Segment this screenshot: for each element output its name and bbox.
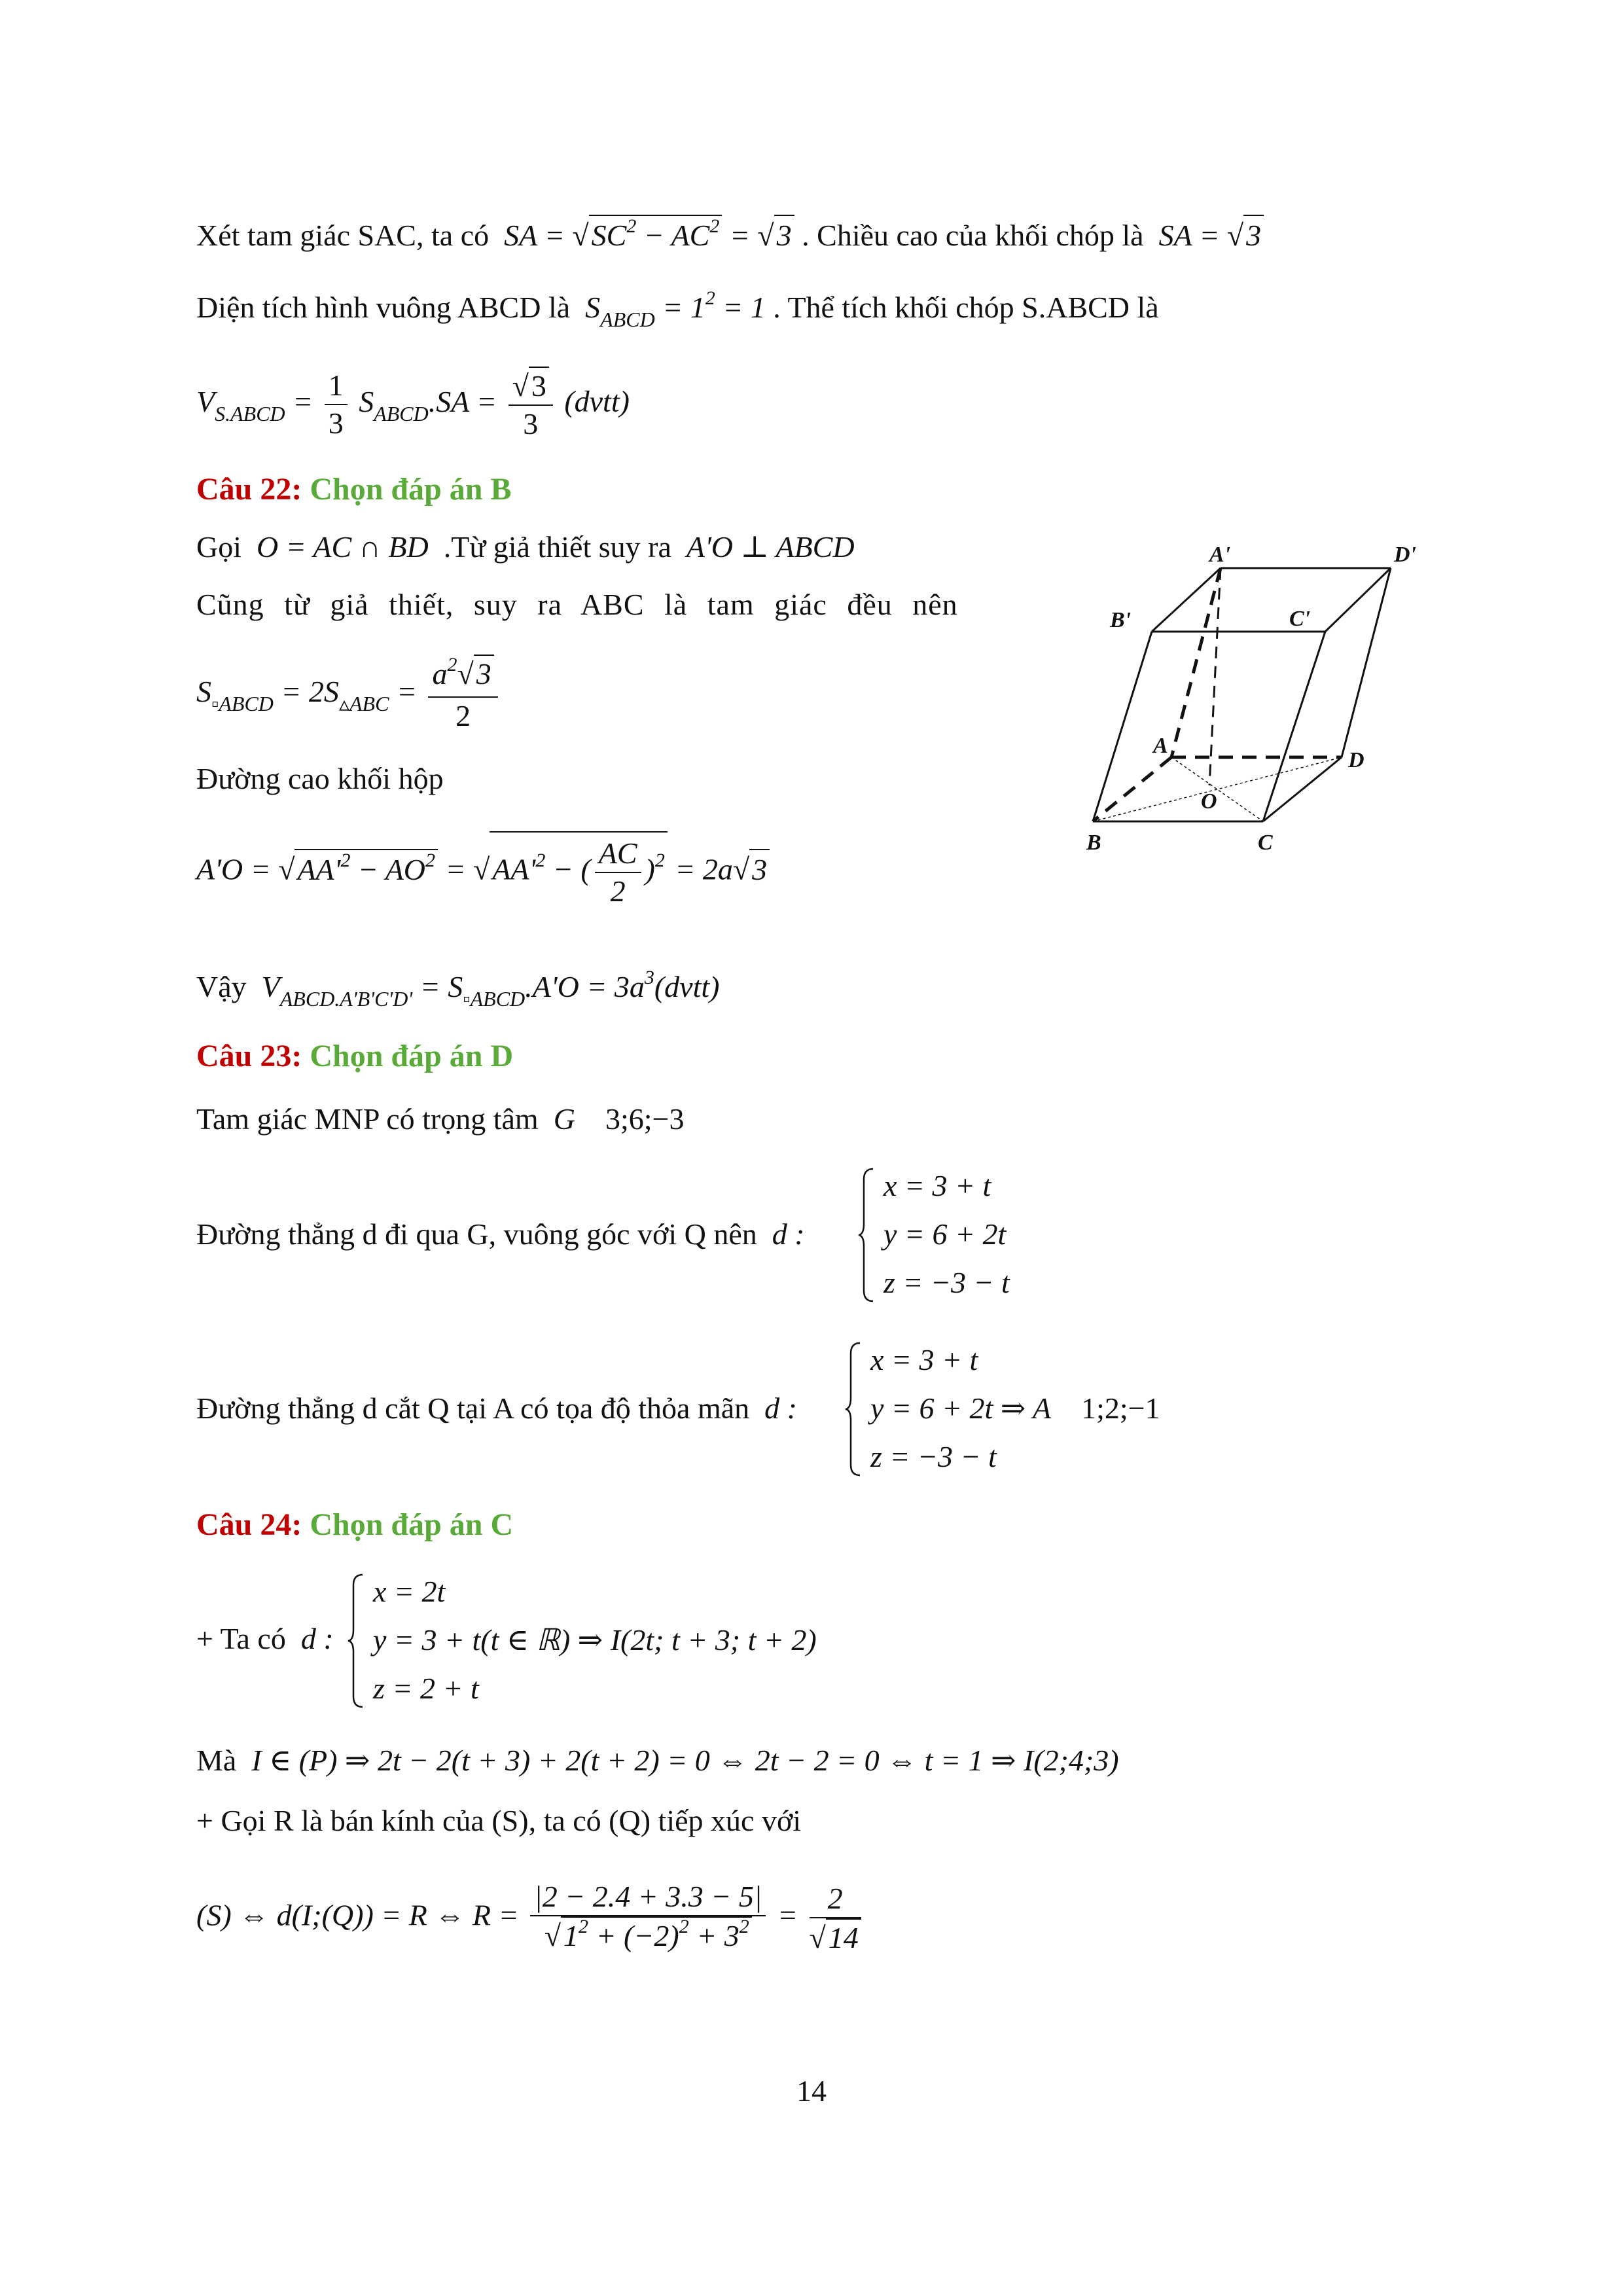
line-goi-o: Gọi O = AC ∩ BD .Từ giả thiết suy ra A'O ⊥ ABCD: [196, 530, 855, 564]
line-d-cuts-q: Đường thẳng d cắt Q tại A có tọa độ thỏa mãn d :: [196, 1391, 797, 1425]
page-number: 14: [796, 2074, 827, 2108]
formula-sa: SA = $√SC^2 - AC^2 = √3$: [497, 219, 794, 252]
label-b-prime: B': [1110, 608, 1132, 632]
system-d-1: x = 3 + t y = 6 + 2t z = −3 − t: [857, 1160, 1054, 1317]
system-d-2: x = 3 + t y = 6 + 2t ⇒ A 1;2;−1 z = −3 − t: [844, 1334, 1237, 1491]
line-d-through-g: Đường thẳng d đi qua G, vuông góc với Q nên d :: [196, 1217, 805, 1251]
text-volume: . Thể tích khối chóp S.ABCD là: [773, 291, 1159, 324]
line-radius: + Gọi R là bán kính của (S), ta có (Q) tiếp xúc với: [196, 1804, 802, 1837]
label-c: C: [1258, 831, 1273, 855]
label-a: A: [1153, 734, 1168, 758]
label-c-prime: C': [1289, 607, 1311, 631]
label-d: D: [1348, 748, 1364, 772]
formula-height: SA = √3: [1151, 219, 1264, 252]
line-vay: Vậy $V_{ABCD.A'B'C'D'} = S_{▫ABCD}.A'O$ = $3a^3(dvtt)$: [196, 967, 720, 1011]
question-22-heading: Câu 22: Chọn đáp án B: [196, 472, 512, 507]
line-abc-equilateral: Cũng từ giả thiết, suy ra ABC là tam giác đều nên: [196, 588, 958, 621]
text-sac-intro: Xét tam giác SAC, ta có: [196, 219, 490, 252]
formula-area: $S_{ABCD} = 1^2 = 1$: [577, 287, 766, 331]
line-ta-co: + Ta có d :: [196, 1622, 334, 1655]
line-height-box: Đường cao khối hộp: [196, 762, 444, 795]
text-height: . Chiều cao của khối chóp là: [802, 219, 1144, 252]
line-i-in-p: Mà I ∈ (P) ⇒ 2t − 2(t + 3) + 2(t + 2) = 0 ⇔ 2t − 2 = 0 ⇔ t = 1 ⇒ I(2;4;3): [196, 1744, 1119, 1777]
parallelepiped-figure: [1073, 537, 1440, 864]
label-o: O: [1201, 789, 1217, 814]
line-area: [196, 288, 1159, 331]
label-a-prime: A': [1209, 543, 1231, 567]
text-area: Diện tích hình vuông ABCD là: [196, 291, 571, 324]
formula-a-o: $A'O = √AA'^2 - AO^2 = √AA'^2$ − ( $\frac{AC}{2}$ )$^2$ = 2a√3: [196, 831, 770, 910]
question-24-heading: Câu 24: Chọn đáp án C: [196, 1507, 514, 1542]
line-sac: [196, 215, 1264, 259]
formula-s-abcd: $S_{▫ABCD} = 2S_{▵ABC}$ = $\frac{a^2√3}{2}$: [196, 655, 502, 734]
label-b: B: [1086, 831, 1101, 855]
question-23-heading: Câu 23: Chọn đáp án D: [196, 1039, 514, 1073]
line-centroid: Tam giác MNP có trọng tâm G 3;6;−3: [196, 1102, 685, 1136]
system-d-3: x = 2t y = 3 + t(t ∈ ℝ) ⇒ I(2t; t + 3; t + 2) z = 2 + t: [347, 1566, 936, 1723]
label-d-prime: D': [1394, 543, 1416, 567]
formula-radius: (S) ⇔ d(I;(Q)) = R ⇔ R = $\frac{|2 - 2.4 + 3.3 - 5|}{√1^2 + (-2)^2 + 3^2}$ = $\frac{2}{√14}$: [196, 1878, 865, 1958]
formula-volume: $V_{S.ABCD}$ = $\frac{1}{3}$ $S_{ABCD}.SA$ = $\frac{√3}{3}$ (dvtt): [196, 367, 630, 442]
